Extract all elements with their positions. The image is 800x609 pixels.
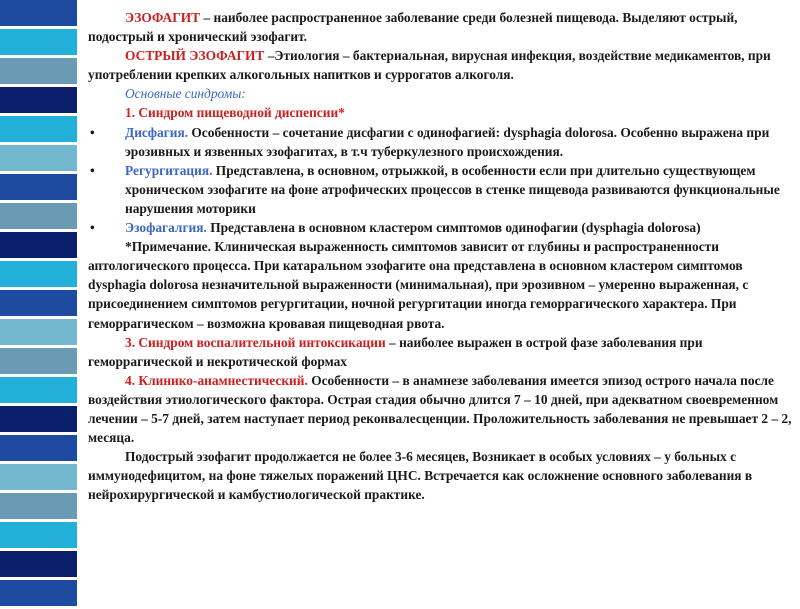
term-acute-esophagitis: ОСТРЫЙ ЭЗОФАГИТ	[125, 48, 265, 64]
paragraph-syndrome-3: 3. Синдром воспалительной интоксикации – наиболее выражен в острой фазе заболевания при геморрагической и некротической формах	[88, 334, 703, 369]
term-regurgitation: Регургитация.	[125, 162, 213, 178]
term-esophagitis: ЭЗОФАГИТ	[125, 10, 201, 25]
stripe-band	[0, 0, 77, 26]
bullet-dysphagia: • Дисфагия. Особенности – сочетание дисфагии с одинофагией: dysphagia dolorosa. Особенно выражена при эрозивных и язвенных эзофагитах, в т.ч туберкулезного происхождения.	[88, 123, 794, 161]
stripe-band	[0, 145, 77, 171]
syndrome-1-heading: 1. Синдром пищеводной диспепсии*	[125, 105, 345, 121]
stripe-band	[0, 58, 77, 84]
stripe-band	[0, 493, 77, 519]
stripe-band	[0, 580, 77, 606]
stripe-band	[0, 522, 77, 548]
term-syndrome-4: 4. Клинико-анамнестический.	[125, 372, 308, 388]
stripe-band	[0, 348, 77, 374]
paragraph-syndrome-4: 4. Клинико-анамнестический. Особенности – в анамнезе заболевания имеется эпизод острого начала после воздействия этиологического фактора. Острая стадия обычно длится 7 – 10 дней, при адекватном своевременном лечении – 5-7 дней, затем наступает период реконвалесценции. Проложительность заболевания не превышает 2 – 2, месяца.	[88, 372, 792, 446]
stripe-band	[0, 290, 77, 316]
stripe-band	[0, 232, 77, 258]
syndromes-heading: Основные синдромы:	[125, 86, 246, 102]
term-syndrome-3: 3. Синдром воспалительной интоксикации	[125, 334, 386, 350]
stripe-band	[0, 464, 77, 490]
bullet-regurgitation: • Регургитация. Представлена, в основном, отрыжкой, в особенности если при длительно существующем хроническом эзофагите на фоне атрофических процессов в стенке пищевода развиваются функциональные нарушения моторики	[88, 161, 794, 218]
paragraph-acute-esophagitis: ОСТРЫЙ ЭЗОФАГИТ –Этиология – бактериальная, вирусная инфекция, воздействие медикаментов, при употреблении крепких алкогольных напитков и суррогатов алкоголя.	[88, 48, 771, 83]
stripe-band	[0, 406, 77, 432]
paragraph-subacute: Подострый эзофагит продолжается не более 3-6 месяцев, Возникает в особых условиях – у больных с иммунодефицитом, на фоне тяжелых поражений ЦНС. Встречается как осложнение основного заболевания в нейрохирургической и камбустиологической практике.	[88, 449, 753, 503]
document-body	[88, 8, 794, 504]
stripe-band	[0, 319, 77, 345]
paragraph-note: *Примечание. Клиническая выраженность симптомов зависит от глубины и распространенности аптологического процесса. При катаральном эзофагите она представлена в основном кластером симптомов dysphagia dolorosa незначительной выраженности (минимальная), при эрозивном – умеренно выраженная, с присоединением симптомов регургитации, ночной регургитации иногда геморрагического характера. При геморрагическом – возможна кровавая пищеводная рвота.	[88, 239, 749, 331]
stripe-band	[0, 261, 77, 287]
term-dysphagia: Дисфагия.	[125, 124, 189, 140]
stripe-band	[0, 551, 77, 577]
stripe-band	[0, 203, 77, 229]
stripe-band	[0, 174, 77, 200]
stripe-band	[0, 29, 77, 55]
bullet-esophagalgia: • Эзофагалгия. Представлена в основном кластером симптомов одинофагии (dysphagia dolorosa)	[88, 218, 794, 237]
stripe-band	[0, 116, 77, 142]
term-esophagalgia: Эзофагалгия.	[125, 220, 207, 236]
stripe-band	[0, 377, 77, 403]
stripe-band	[0, 87, 77, 113]
paragraph-esophagitis: ЭЗОФАГИТ – наиболее распространенное заболевание среди болезней пищевода. Выделяют острый, подострый и хронический эзофагит.	[88, 10, 738, 45]
decorative-stripe	[0, 0, 77, 600]
stripe-band	[0, 435, 77, 461]
